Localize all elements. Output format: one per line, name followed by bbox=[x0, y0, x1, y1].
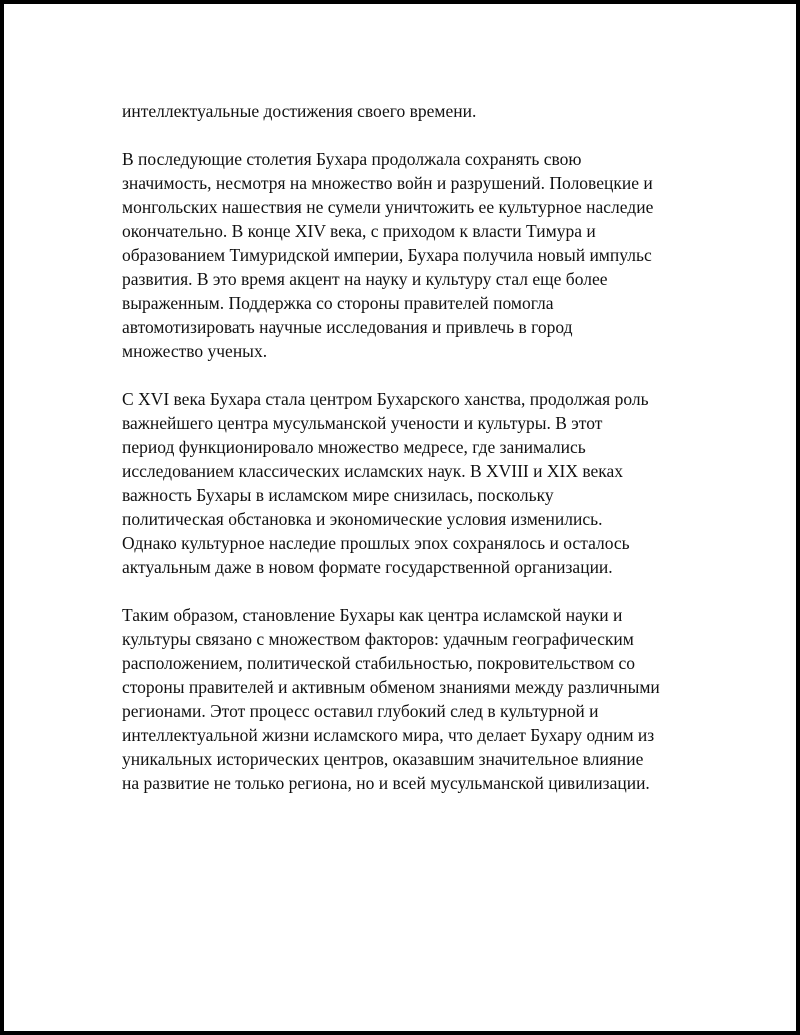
text-line: важнейшего центра мусульманской учености и культуры. В этот bbox=[122, 413, 603, 433]
text-line: регионами. Этот процесс оставил глубокий след в культурной и bbox=[122, 701, 599, 721]
text-line: монгольских нашествия не сумели уничтожить ее культурное наследие bbox=[122, 197, 654, 217]
text-line: интеллектуальные достижения своего времени. bbox=[122, 101, 477, 121]
text-line: выраженным. Поддержка со стороны правителей помогла bbox=[122, 293, 554, 313]
paragraph-4 bbox=[122, 603, 722, 795]
text-line: исследованием классических исламских наук. В XVIII и XIX веках bbox=[122, 461, 624, 481]
text-line: на развитие не только региона, но и всей мусульманской цивилизации. bbox=[122, 773, 650, 793]
text-line: стороны правителей и активным обменом знаниями между различными bbox=[122, 677, 660, 697]
text-line: окончательно. В конце XIV века, с приходом к власти Тимура и bbox=[122, 221, 596, 241]
paragraph-1 bbox=[122, 99, 722, 123]
paragraph-3 bbox=[122, 387, 722, 579]
text-line: период функционировало множество медресе, где занимались bbox=[122, 437, 586, 457]
text-line: культуры связано с множеством факторов: удачным географическим bbox=[122, 629, 634, 649]
text-line: Однако культурное наследие прошлых эпох сохранялось и осталось bbox=[122, 533, 630, 553]
text-line: Таким образом, становление Бухары как центра исламской науки и bbox=[122, 605, 623, 625]
text-line: политическая обстановка и экономические условия изменились. bbox=[122, 509, 603, 529]
text-line: важность Бухары в исламском мире снизилась, поскольку bbox=[122, 485, 554, 505]
document-body bbox=[122, 99, 722, 819]
text-line: образованием Тимуридской империи, Бухара получила новый импульс bbox=[122, 245, 652, 265]
text-line: актуальным даже в новом формате государственной организации. bbox=[122, 557, 613, 577]
text-line: С XVI века Бухара стала центром Бухарского ханства, продолжая роль bbox=[122, 389, 649, 409]
text-line: расположением, политической стабильностью, покровительством со bbox=[122, 653, 636, 673]
text-line: значимость, несмотря на множество войн и разрушений. Половецкие и bbox=[122, 173, 653, 193]
text-line: интеллектуальной жизни исламского мира, что делает Бухару одним из bbox=[122, 725, 655, 745]
text-line: уникальных исторических центров, оказавшим значительное влияние bbox=[122, 749, 644, 769]
text-line: В последующие столетия Бухара продолжала сохранять свою bbox=[122, 149, 582, 169]
text-line: автомотизировать научные исследования и привлечь в город bbox=[122, 317, 573, 337]
paragraph-2 bbox=[122, 147, 722, 363]
text-line: развития. В это время акцент на науку и культуру стал еще более bbox=[122, 269, 608, 289]
text-line: множество ученых. bbox=[122, 341, 268, 361]
